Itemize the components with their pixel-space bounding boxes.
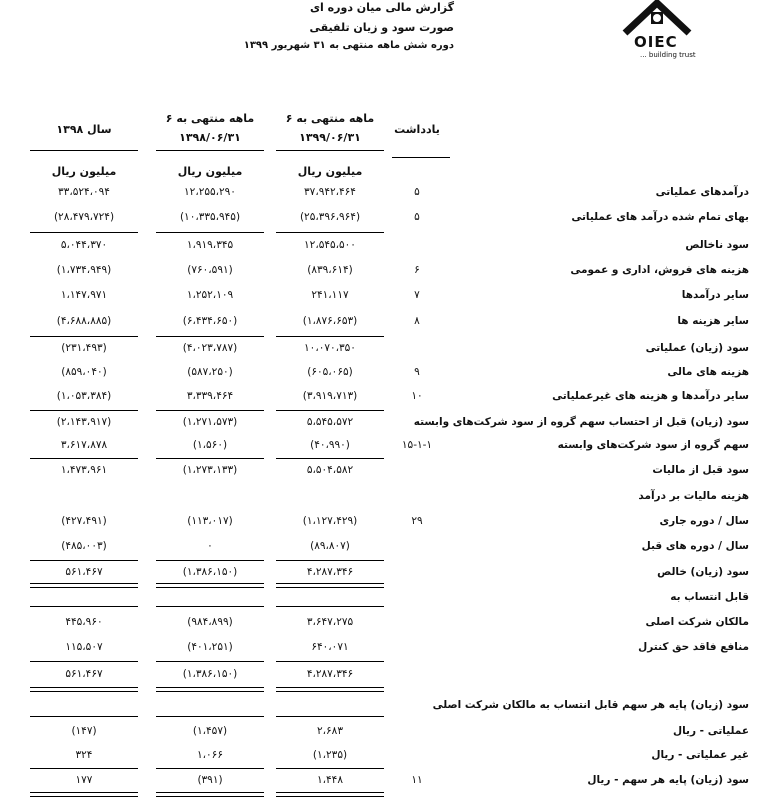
col-header-c1: ۶ ماهه منتهی به ۱۳۹۹/۰۶/۳۱ xyxy=(285,112,375,144)
table-row xyxy=(0,744,759,768)
row-label: سود ناخالص xyxy=(685,239,749,251)
row-value-c3: ۵۶۱،۴۶۷ xyxy=(65,566,103,578)
row-value-c2: ۳،۳۳۹،۴۶۴ xyxy=(186,390,234,402)
row-value-c2: (۴،۰۲۳،۷۸۷) xyxy=(182,342,238,354)
section-heading xyxy=(0,485,759,509)
row-value-c3: (۴۸۵،۰۰۳) xyxy=(61,540,107,552)
row-value-c3: (۴،۶۸۸،۸۸۵) xyxy=(56,315,112,327)
row-note: ۱۰ xyxy=(411,390,423,402)
row-value-c1: (۴۰،۹۹۰) xyxy=(310,439,350,451)
table-row xyxy=(0,459,759,483)
row-value-c1: ۱،۴۴۸ xyxy=(317,774,343,786)
row-value-c1: (۸۹،۸۰۷) xyxy=(310,540,350,552)
table-row xyxy=(0,310,759,334)
row-note: ۱۱ xyxy=(411,774,423,786)
row-label: سایر هزینه ها xyxy=(677,315,749,327)
row-value-c1: (۶۰۵،۰۶۵) xyxy=(307,366,353,378)
row-value-c3: ۱۷۷ xyxy=(75,774,93,786)
row-value-c2: (۱۱۳،۰۱۷) xyxy=(187,515,233,527)
row-value-c2: ۱۲،۲۵۵،۲۹۰ xyxy=(184,186,236,198)
row-value-c3: ۴۴۵،۹۶۰ xyxy=(65,616,103,628)
row-label: درآمدهای عملیاتی xyxy=(655,186,749,198)
row-value-c3: (۱،۷۳۴،۹۴۹) xyxy=(56,264,112,276)
table-row xyxy=(0,663,759,687)
table-row xyxy=(0,206,759,230)
table-row xyxy=(0,434,759,458)
row-label: سود (زیان) خالص xyxy=(657,566,749,578)
row-value-c3: ۳،۶۱۷،۸۷۸ xyxy=(60,439,108,451)
row-label: هزینه های مالی xyxy=(667,366,749,378)
row-value-c2: (۱۰،۳۳۵،۹۴۵) xyxy=(179,211,241,223)
row-value-c1: ۴،۲۸۷،۳۴۶ xyxy=(306,668,354,680)
row-value-c1: ۳،۶۴۷،۲۷۵ xyxy=(306,616,354,628)
row-value-c1: ۲۴۱،۱۱۷ xyxy=(311,289,349,301)
section-heading xyxy=(0,694,759,718)
statement-title: صورت سود و زیان تلفیقی xyxy=(309,21,454,34)
row-note: ۵ xyxy=(414,211,420,223)
row-label: سایر درآمدها xyxy=(681,289,749,301)
row-value-c2: (۱،۳۸۶،۱۵۰) xyxy=(182,566,238,578)
row-note: ۶ xyxy=(414,264,420,276)
row-note: ۱۵-۱-۱ xyxy=(401,439,433,451)
table-row xyxy=(0,284,759,308)
table-row xyxy=(0,720,759,744)
row-value-c3: (۱،۰۵۳،۳۸۴) xyxy=(56,390,112,402)
row-value-c2: (۳۹۱) xyxy=(197,774,223,786)
row-value-c3: (۱۴۷) xyxy=(71,725,97,737)
row-label: سایر درآمدها و هزینه های غیرعملیاتی xyxy=(552,390,749,402)
row-note: ۸ xyxy=(414,315,420,327)
table-row xyxy=(0,361,759,385)
col-header-c2: ۶ ماهه منتهی به ۱۳۹۸/۰۶/۳۱ xyxy=(165,112,255,144)
row-value-c2: ۱،۹۱۹،۳۴۵ xyxy=(186,239,234,251)
row-value-c2: ۰ xyxy=(207,540,213,552)
row-value-c3: (۲،۱۴۳،۹۱۷) xyxy=(56,416,112,428)
row-value-c3: (۴۲۷،۴۹۱) xyxy=(61,515,107,527)
row-label: سال / دوره های قبل xyxy=(641,540,749,552)
row-value-c2: (۱،۴۵۷) xyxy=(192,725,228,737)
table-row xyxy=(0,535,759,559)
table-row xyxy=(0,611,759,635)
row-value-c2: (۵۸۷،۲۵۰) xyxy=(187,366,233,378)
row-value-c1: ۱۰،۰۷۰،۳۵۰ xyxy=(304,342,356,354)
row-value-c2: (۷۶۰،۵۹۱) xyxy=(187,264,233,276)
row-value-c1: ۲،۶۸۳ xyxy=(317,725,343,737)
row-value-c2: (۶،۴۳۴،۶۵۰) xyxy=(182,315,238,327)
row-label: سود (زیان) عملیاتی xyxy=(645,342,749,354)
logo-text: OIEC xyxy=(634,33,678,51)
row-label: سود (زیان) پایه هر سهم قابل انتساب به مالکان شرکت اصلی xyxy=(432,699,749,711)
row-value-c1: ۵،۵۴۵،۵۷۲ xyxy=(306,416,354,428)
row-value-c2: (۱،۲۷۱،۵۷۳) xyxy=(182,416,238,428)
row-value-c1: ۱۲،۵۴۵،۵۰۰ xyxy=(304,239,356,251)
row-value-c1: ۶۴۰،۰۷۱ xyxy=(311,641,349,653)
period-title: دوره شش ماهه منتهی به ۳۱ شهریور ۱۳۹۹ xyxy=(243,40,454,51)
row-note: ۵ xyxy=(414,186,420,198)
table-row xyxy=(0,769,759,793)
row-value-c2: (۹۸۴،۸۹۹) xyxy=(187,616,233,628)
row-note: ۹ xyxy=(414,366,420,378)
row-value-c3: (۸۵۹،۰۴۰) xyxy=(61,366,107,378)
row-label: عملیاتی - ریال xyxy=(672,725,749,737)
col-header-c3: سال ۱۳۹۸ xyxy=(56,123,112,136)
row-value-c3: (۲۳۱،۴۹۳) xyxy=(61,342,107,354)
row-label: سهم گروه از سود شرکت‌های وابسته xyxy=(557,439,749,451)
row-value-c2: ۱،۰۶۶ xyxy=(197,749,223,761)
row-value-c1: (۱،۱۲۷،۴۲۹) xyxy=(302,515,358,527)
row-label: قابل انتساب به xyxy=(670,591,749,603)
row-value-c2: (۱،۳۸۶،۱۵۰) xyxy=(182,668,238,680)
table-row xyxy=(0,385,759,409)
row-label: سود (زیان) قبل از احتساب سهم گروه از سود شرکت‌های وابسته xyxy=(413,416,749,428)
row-value-c3: ۵،۰۴۴،۳۷۰ xyxy=(60,239,108,251)
table-row xyxy=(0,510,759,534)
row-value-c2: (۴۰۱،۲۵۱) xyxy=(187,641,233,653)
row-value-c3: ۳۲۴ xyxy=(75,749,93,761)
row-label: منافع فاقد حق کنترل xyxy=(638,641,749,653)
row-label: بهای تمام شده درآمد های عملیاتی xyxy=(571,211,749,223)
unit-c2: میلیون ریال xyxy=(177,165,243,178)
table-row xyxy=(0,636,759,660)
row-label: سال / دوره جاری xyxy=(659,515,749,527)
table-row xyxy=(0,234,759,258)
row-label: سود قبل از مالیات xyxy=(652,464,749,476)
row-note: ۲۹ xyxy=(411,515,423,527)
table-row xyxy=(0,259,759,283)
row-value-c1: (۱،۲۳۵) xyxy=(312,749,348,761)
row-value-c3: (۲۸،۴۷۹،۷۲۴) xyxy=(53,211,115,223)
row-value-c1: (۱،۸۷۶،۶۵۳) xyxy=(302,315,358,327)
logo-tagline: ... building trust xyxy=(640,51,696,59)
row-label: مالکان شرکت اصلی xyxy=(645,616,749,628)
row-value-c1: (۸۳۹،۶۱۴) xyxy=(307,264,353,276)
row-label: هزینه مالیات بر درآمد xyxy=(638,490,749,502)
row-value-c2: (۱،۵۶۰) xyxy=(192,439,228,451)
row-value-c3: ۳۳،۵۲۴،۰۹۴ xyxy=(58,186,110,198)
row-value-c1: ۳۷،۹۴۲،۴۶۴ xyxy=(304,186,356,198)
col-header-note: یادداشت xyxy=(394,123,440,136)
row-label: سود (زیان) پایه هر سهم - ریال xyxy=(587,774,749,786)
table-row xyxy=(0,337,759,361)
unit-c1: میلیون ریال xyxy=(297,165,363,178)
table-row xyxy=(0,181,759,205)
row-value-c3: ۱،۱۴۷،۹۷۱ xyxy=(60,289,108,301)
row-value-c3: ۱۱۵،۵۰۷ xyxy=(65,641,103,653)
row-note: ۷ xyxy=(414,289,420,301)
unit-c3: میلیون ریال xyxy=(51,165,117,178)
row-value-c2: (۱،۲۷۳،۱۳۳) xyxy=(182,464,238,476)
table-row xyxy=(0,411,759,435)
table-row xyxy=(0,561,759,585)
row-value-c1: (۳،۹۱۹،۷۱۳) xyxy=(302,390,358,402)
row-value-c1: ۴،۲۸۷،۳۴۶ xyxy=(306,566,354,578)
row-value-c3: ۵۶۱،۴۶۷ xyxy=(65,668,103,680)
row-value-c2: ۱،۲۵۲،۱۰۹ xyxy=(186,289,234,301)
report-title: گزارش مالی میان دوره ای xyxy=(309,1,454,14)
row-label: غیر عملیاتی - ریال xyxy=(651,749,749,761)
row-value-c3: ۱،۴۷۳،۹۶۱ xyxy=(60,464,108,476)
row-value-c1: (۲۵،۳۹۶،۹۶۴) xyxy=(299,211,361,223)
row-value-c1: ۵،۵۰۴،۵۸۲ xyxy=(306,464,354,476)
row-label: هزینه های فروش، اداری و عمومی xyxy=(570,264,749,276)
